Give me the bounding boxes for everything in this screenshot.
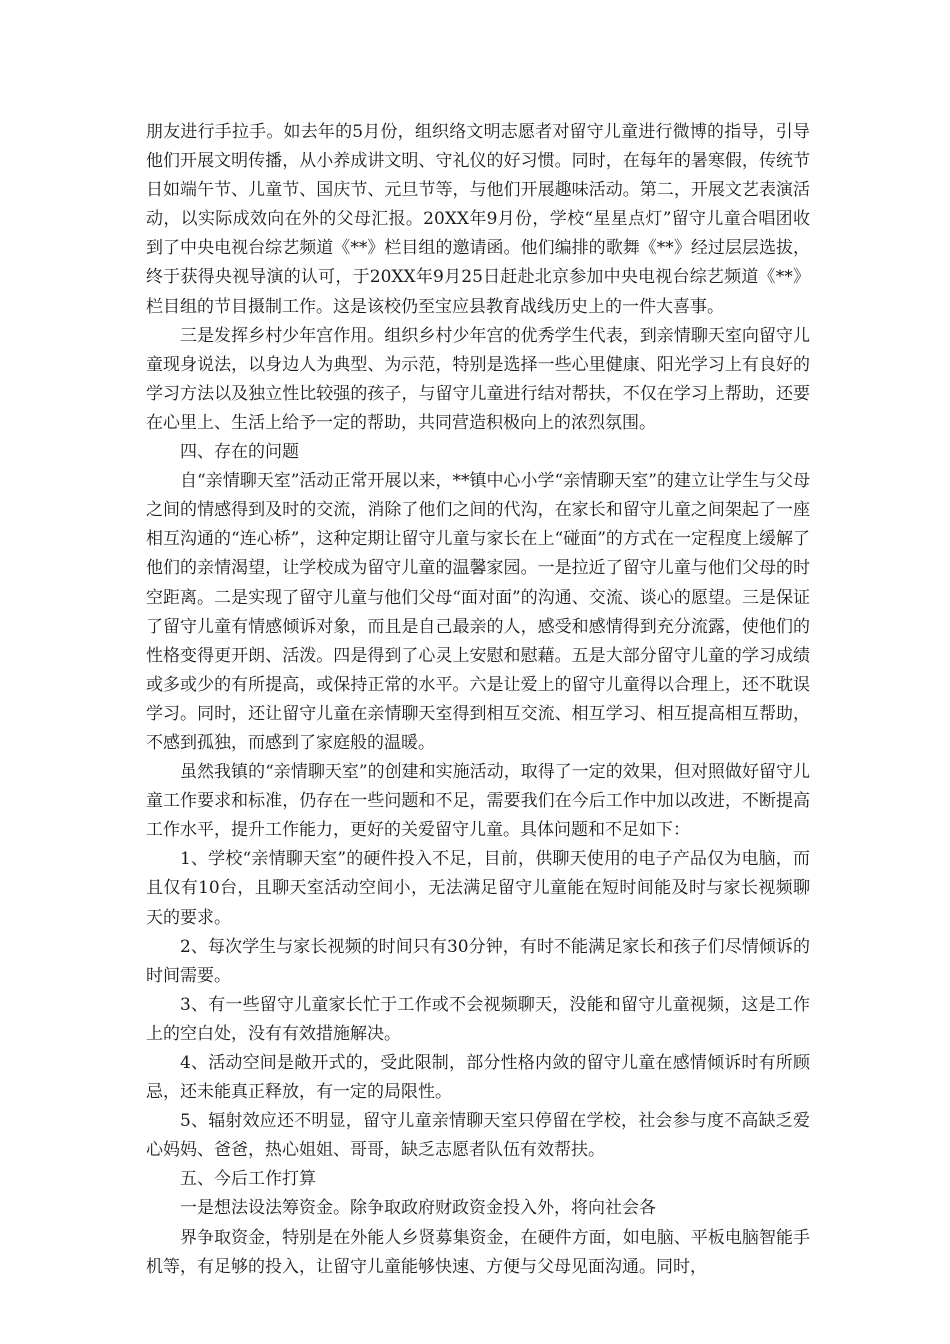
paragraph-5: 一是想法设法筹资金。除争取政府财政资金投入外，将向社会各 xyxy=(180,1198,656,1219)
paragraph-4: 虽然我镇的“亲情聊天室”的创建和实施活动，取得了一定的效果，但对照做好留守儿童工作要求和标准，仍存在一些问题和不足，需要我们在今后工作中加以改进，不断提高工作水平，提升工作能力，更好的关爱留守儿童。具体问题和不足如下： xyxy=(146,762,810,841)
document-body xyxy=(146,118,810,1282)
list-item-2: 2、每次学生与家长视频的时间只有30分钟，有时不能满足家长和孩子们尽情倾诉的时间需要。 xyxy=(146,936,810,986)
paragraph-1: 朋友进行手拉手。如去年的5月份，组织络文明志愿者对留守儿童进行微博的指导，引导他们开展文明传播，从小养成讲文明、守礼仪的好习惯。同时，在每年的暑寒假，传统节日如端午节、儿童节、国庆节、元旦节等，与他们开展趣味活动。第二，开展文艺表演活动，以实际成效向在外的父母汇报。20XX年9月份，学校“星星点灯”留守儿童合唱团收到了中央电视台综艺频道《**》栏目组的邀请函。他们编排的歌舞《**》经过层层选拔，终于获得央视导演的认可，于20XX年9月25日赶赴北京参加中央电视台综艺频道《**》栏目组的节目摄制工作。这是该校仍至宝应县教育战线历史上的一件大喜事。 xyxy=(146,122,810,317)
section-heading-plans: 五、今后工作打算 xyxy=(180,1169,316,1190)
list-item-3: 3、有一些留守儿童家长忙于工作或不会视频聊天，没能和留守儿童视频，这是工作上的空白处，没有有效措施解决。 xyxy=(146,994,810,1044)
section-heading-problems: 四、存在的问题 xyxy=(180,442,299,463)
list-item-4: 4、活动空间是敞开式的，受此限制，部分性格内敛的留守儿童在感情倾诉时有所顾忌，还未能真正释放，有一定的局限性。 xyxy=(146,1053,810,1103)
paragraph-2: 三是发挥乡村少年宫作用。组织乡村少年宫的优秀学生代表，到亲情聊天室向留守儿童现身说法，以身边人为典型、为示范，特别是选择一些心里健康、阳光学习上有良好的学习方法以及独立性比较强的孩子，与留守儿童进行结对帮扶，不仅在学习上帮助，还要在心里上、生活上给予一定的帮助，共同营造积极向上的浓烈氛围。 xyxy=(146,325,810,433)
paragraph-3: 自“亲情聊天室”活动正常开展以来，**镇中心小学“亲情聊天室”的建立让学生与父母之间的情感得到及时的交流，消除了他们之间的代沟，在家长和留守儿童之间架起了一座相互沟通的“连心桥”，这种定期让留守儿童与家长在上“碰面”的方式在一定程度上缓解了他们的亲情渴望，让学校成为留守儿童的温馨家园。一是拉近了留守儿童与他们父母的时空距离。二是实现了留守儿童与他们父母“面对面”的沟通、交流、谈心的愿望。三是保证了留守儿童有情感倾诉对象，而且是自己最亲的人，感受和感情得到充分流露，使他们的性格变得更开朗、活泼。四是得到了心灵上安慰和慰藉。五是大部分留守儿童的学习成绩或多或少的有所提高，或保持正常的水平。六是让爱上的留守儿童得以合理上，还不耽误学习。同时，还让留守儿童在亲情聊天室得到相互交流、相互学习、相互提高相互帮助，不感到孤独，而感到了家庭般的温暖。 xyxy=(146,471,810,753)
list-item-1: 1、学校“亲情聊天室”的硬件投入不足，目前，供聊天使用的电子产品仅为电脑，而且仅有10台，且聊天室活动空间小，无法满足留守儿童能在短时间能及时与家长视频聊天的要求。 xyxy=(146,849,810,928)
paragraph-6: 界争取资金，特别是在外能人乡贤募集资金，在硬件方面，如电脑、平板电脑智能手机等，有足够的投入，让留守儿童能够快速、方便与父母见面沟通。同时， xyxy=(146,1227,810,1277)
list-item-5: 5、辐射效应还不明显，留守儿童亲情聊天室只停留在学校，社会参与度不高缺乏爱心妈妈、爸爸，热心姐姐、哥哥，缺乏志愿者队伍有效帮扶。 xyxy=(146,1111,810,1161)
